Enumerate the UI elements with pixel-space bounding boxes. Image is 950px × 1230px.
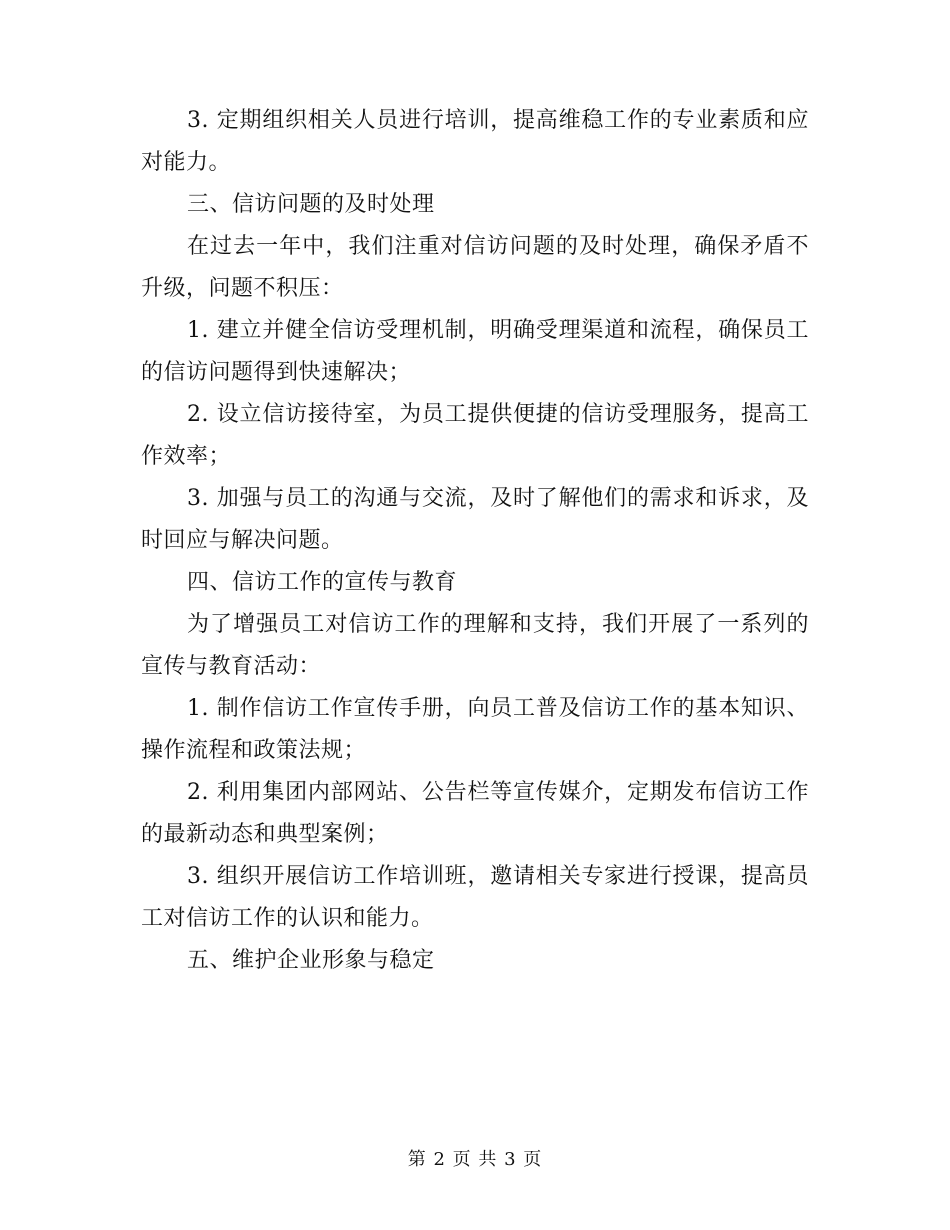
paragraph-petition-intro: 在过去一年中，我们注重对信访问题的及时处理，确保矛盾不升级，问题不积压：	[141, 234, 809, 301]
paragraph-publicity-intro: 为了增强员工对信访工作的理解和支持，我们开展了一系列的宣传与教育活动：	[141, 612, 809, 679]
paragraph-item-mechanism: 1. 建立并健全信访受理机制，明确受理渠道和流程，确保员工的信访问题得到快速解决；	[141, 318, 809, 385]
section-heading-publicity: 四、信访工作的宣传与教育	[187, 570, 458, 595]
page-number-footer: 第 2 页 共 3 页	[407, 1149, 543, 1170]
document-body	[141, 100, 809, 982]
paragraph-item-communication: 3. 加强与员工的沟通与交流，及时了解他们的需求和诉求，及时回应与解决问题。	[141, 486, 809, 553]
section-heading-petition-handling: 三、信访问题的及时处理	[187, 192, 435, 217]
paragraph-item-training: 3. 定期组织相关人员进行培训，提高维稳工作的专业素质和应对能力。	[141, 108, 809, 175]
section-heading-corporate-image: 五、维护企业形象与稳定	[187, 948, 435, 973]
paragraph-item-training-class: 3. 组织开展信访工作培训班，邀请相关专家进行授课，提高员工对信访工作的认识和能力。	[141, 864, 809, 931]
paragraph-item-handbook: 1. 制作信访工作宣传手册，向员工普及信访工作的基本知识、操作流程和政策法规；	[141, 696, 809, 763]
paragraph-item-reception-room: 2. 设立信访接待室，为员工提供便捷的信访受理服务，提高工作效率；	[141, 402, 809, 469]
paragraph-item-media: 2. 利用集团内部网站、公告栏等宣传媒介，定期发布信访工作的最新动态和典型案例；	[141, 780, 809, 847]
